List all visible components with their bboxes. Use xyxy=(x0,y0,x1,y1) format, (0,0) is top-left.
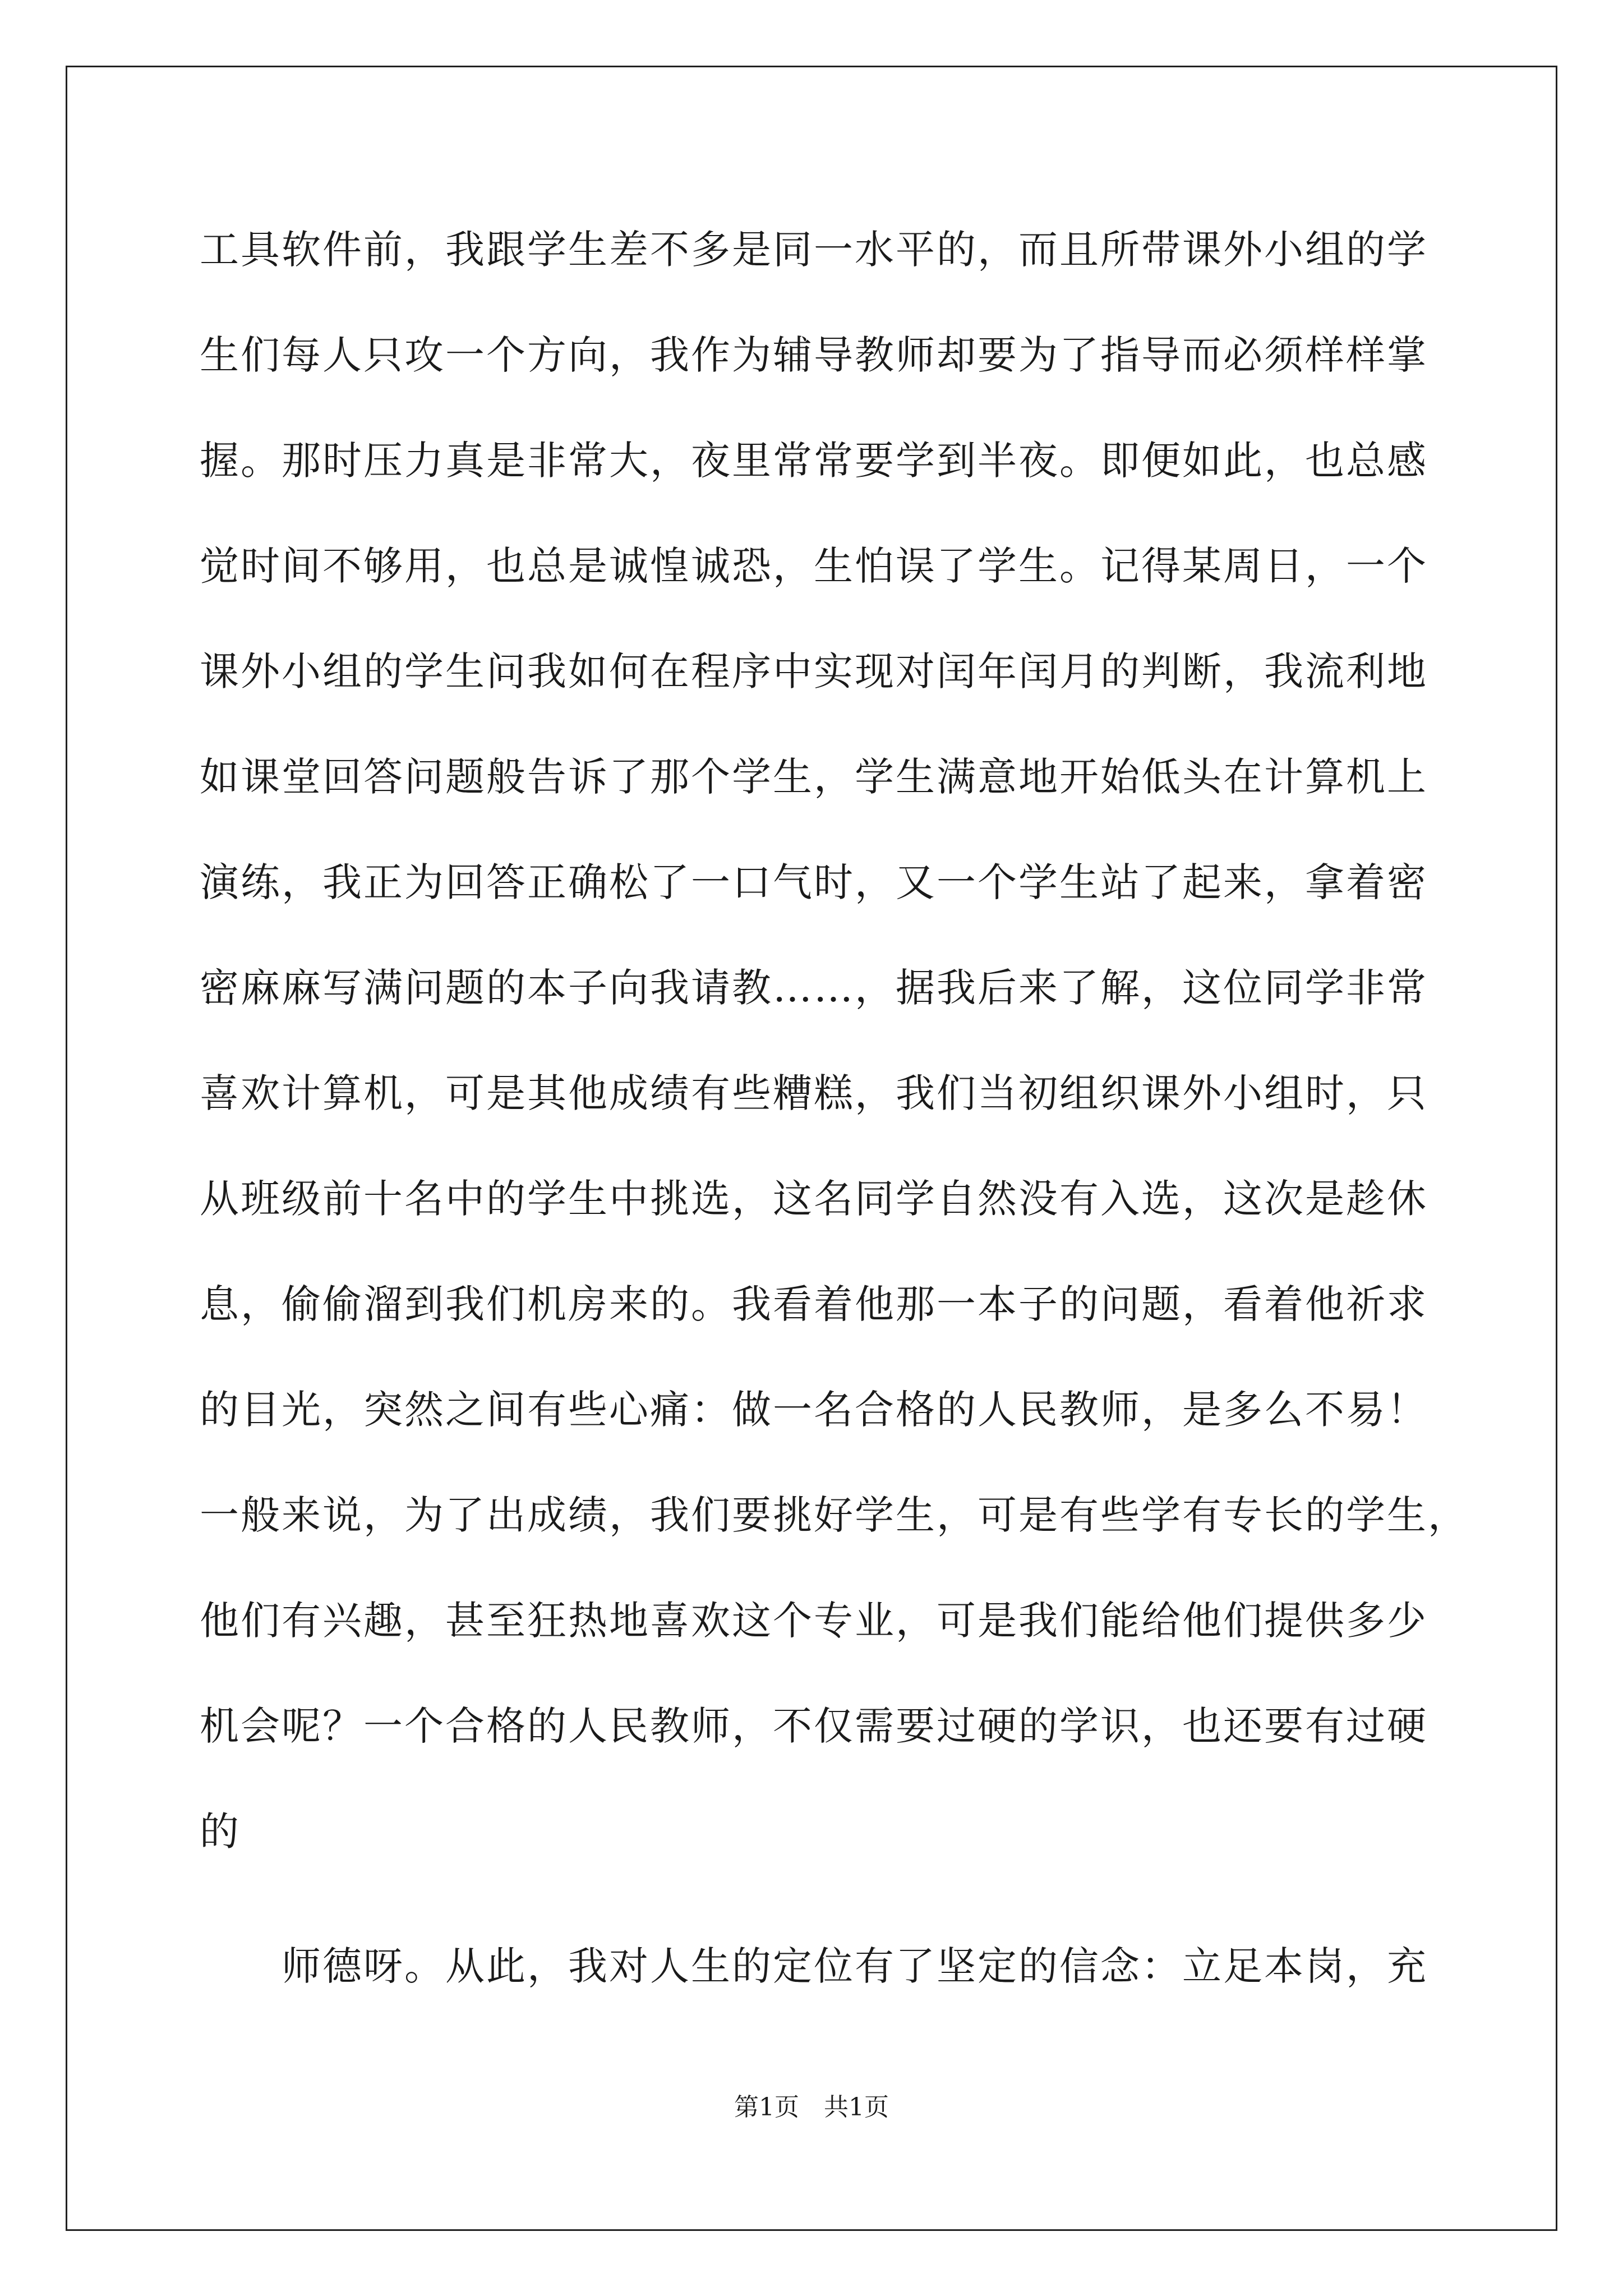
body-text-line: 的 xyxy=(200,1809,241,1855)
body-text-line: 生们每人只攻一个方向，我作为辅导教师却要为了指导而必须样样掌 xyxy=(200,332,1428,378)
body-text-line: 觉时间不够用，也总是诚惶诚恐，生怕误了学生。记得某周日，一个 xyxy=(200,543,1428,589)
body-text-line: 从班级前十名中的学生中挑选，这名同学自然没有入选，这次是趁休 xyxy=(200,1176,1428,1222)
page-border xyxy=(66,66,1557,2231)
page-footer: 第1页 共1页 xyxy=(734,2093,889,2122)
body-text-line: 机会呢？一个合格的人民教师，不仅需要过硬的学识，也还要有过硬 xyxy=(200,1703,1428,1749)
body-text-line: 他们有兴趣，甚至狂热地喜欢这个专业，可是我们能给他们提供多少 xyxy=(200,1598,1428,1644)
body-text-line: 工具软件前，我跟学生差不多是同一水平的，而且所带课外小组的学 xyxy=(200,227,1428,273)
body-text-line: 握。那时压力真是非常大，夜里常常要学到半夜。即便如此，也总感 xyxy=(200,438,1428,484)
body-text-line: 演练，我正为回答正确松了一口气时，又一个学生站了起来，拿着密 xyxy=(200,859,1428,905)
body-text-line: 师德呀。从此，我对人生的定位有了坚定的信念：立足本岗，充 xyxy=(200,1943,1428,1989)
body-text-line: 息，偷偷溜到我们机房来的。我看着他那一本子的问题，看着他祈求 xyxy=(200,1281,1428,1327)
body-text-line: 密麻麻写满问题的本子向我请教……，据我后来了解，这位同学非常 xyxy=(200,965,1428,1011)
body-text-line: 一般来说，为了出成绩，我们要挑好学生，可是有些学有专长的学生， xyxy=(200,1492,1469,1538)
body-text-line: 课外小组的学生问我如何在程序中实现对闰年闰月的判断，我流利地 xyxy=(200,648,1428,694)
body-text-line: 的目光，突然之间有些心痛：做一名合格的人民教师，是多么不易！ xyxy=(200,1387,1428,1433)
body-text-line: 如课堂回答问题般告诉了那个学生，学生满意地开始低头在计算机上 xyxy=(200,754,1428,800)
body-text-line: 喜欢计算机，可是其他成绩有些糟糕，我们当初组织课外小组时，只 xyxy=(200,1070,1428,1116)
